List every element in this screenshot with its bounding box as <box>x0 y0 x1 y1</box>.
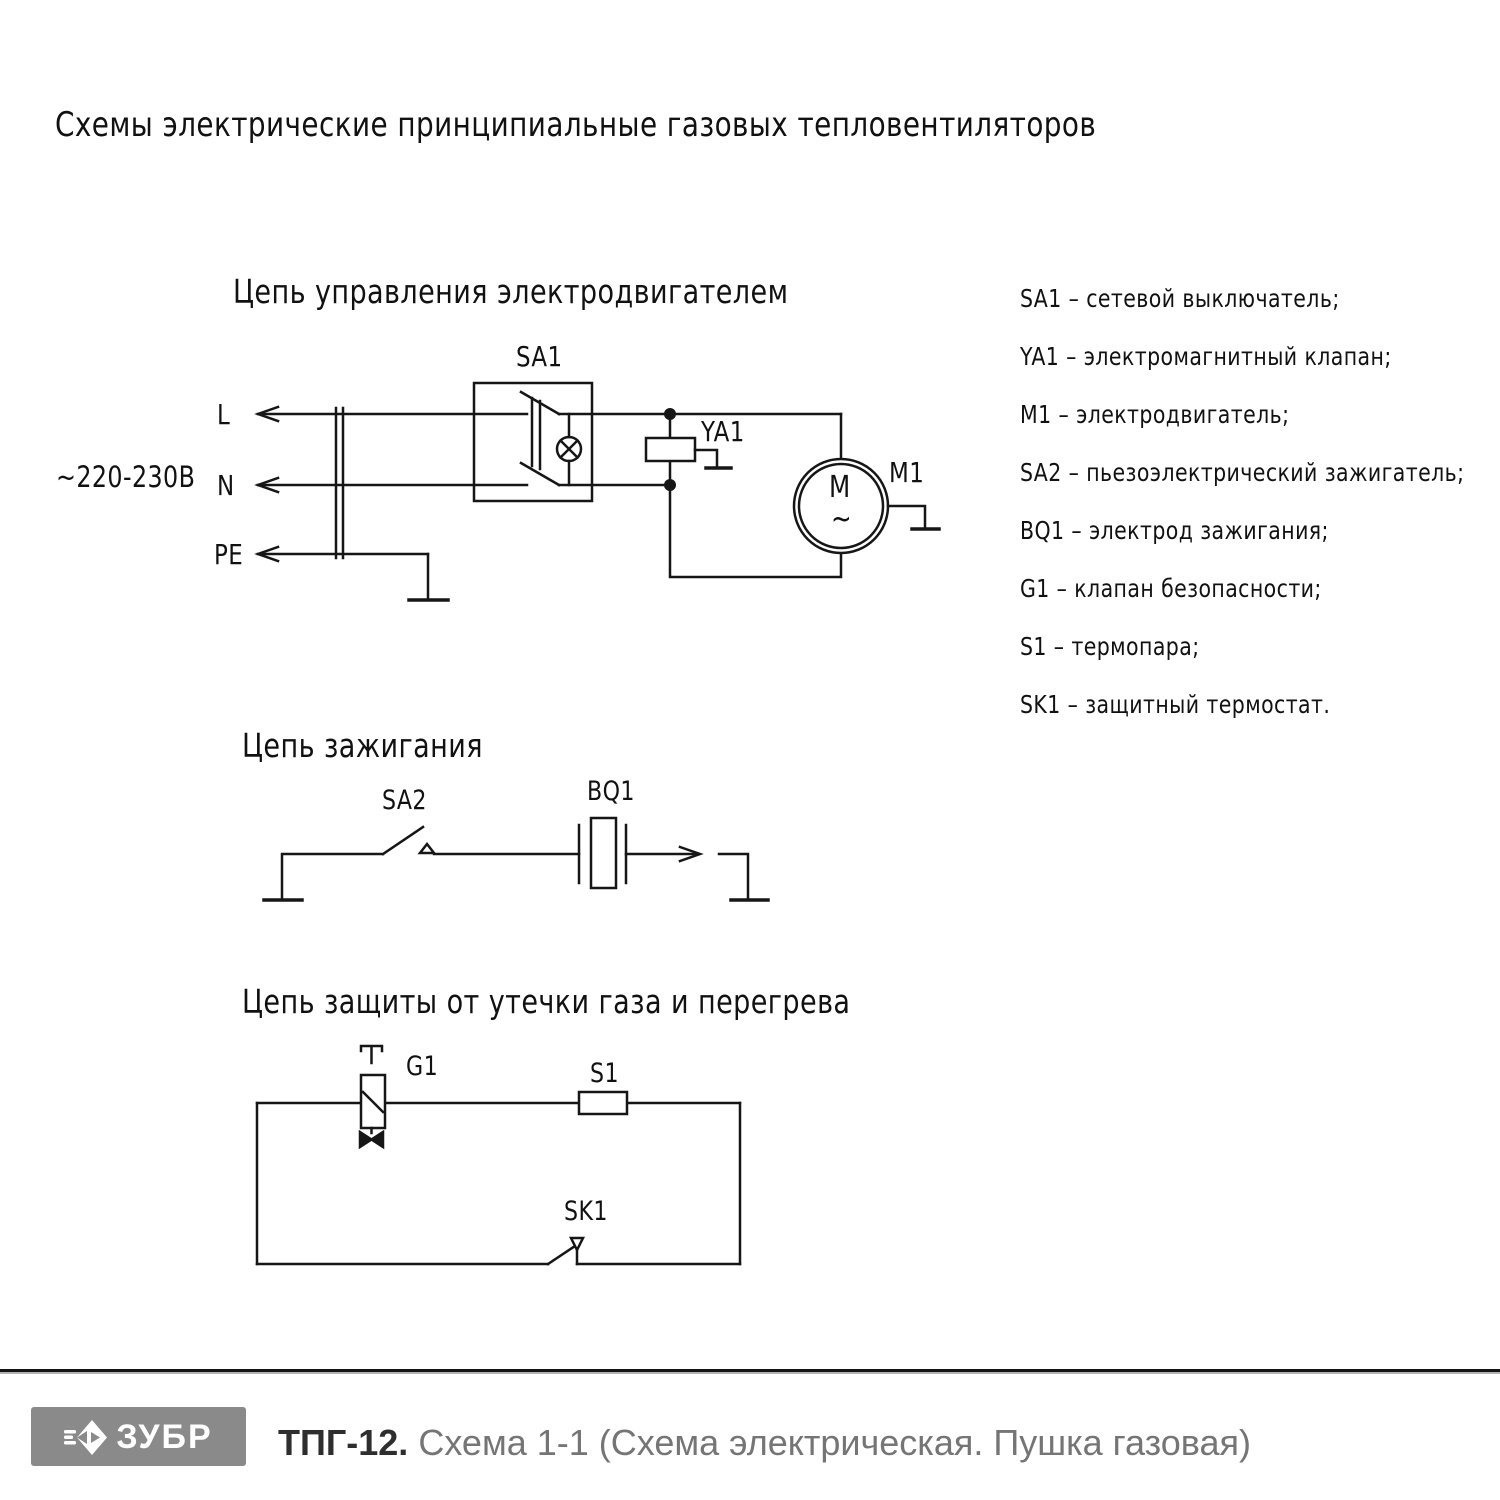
s1-thermocouple <box>579 1092 627 1114</box>
legend-item: SA1 – сетевой выключатель; <box>1020 284 1340 313</box>
bq1-label: BQ1 <box>587 776 635 807</box>
page-title: Схемы электрические принципиальные газовых тепловентиляторов <box>55 105 1097 145</box>
g1-plunger <box>361 1046 382 1063</box>
motor-m-letter: M <box>829 470 851 505</box>
heading-protection-circuit: Цепь защиты от утечки газа и перегрева <box>242 982 851 1021</box>
g1-label: G1 <box>406 1051 439 1082</box>
sa2-label: SA2 <box>382 785 427 816</box>
m1-label: M1 <box>889 456 925 489</box>
ignition-circuit <box>264 818 768 900</box>
sa1-label: SA1 <box>516 340 563 373</box>
terminal-pe-label: PE <box>214 538 244 571</box>
terminal-l-label: L <box>217 398 231 431</box>
junction-dot <box>664 408 676 420</box>
terminal-n-label: N <box>217 469 235 502</box>
legend-item: S1 – термопара; <box>1020 632 1200 661</box>
footer-caption <box>278 1422 1251 1464</box>
sa1-linkage <box>532 398 540 469</box>
ya1-coil <box>646 438 695 461</box>
s1-label: S1 <box>590 1058 619 1089</box>
legend-item: YA1 – электромагнитный клапан; <box>1020 342 1392 371</box>
legend-item: G1 – клапан безопасности; <box>1020 574 1322 603</box>
scheme-caption: Схема 1-1 (Схема электрическая. Пушка газовая) <box>418 1422 1251 1463</box>
bq1-electrode <box>591 818 616 888</box>
heading-motor-circuit: Цепь управления электродвигателем <box>233 272 789 311</box>
model-number: ТПГ-12. <box>278 1422 409 1463</box>
heading-ignition-circuit: Цепь зажигания <box>242 726 483 765</box>
sk1-contact <box>548 1246 575 1264</box>
sa2-contact-tip <box>420 844 434 853</box>
legend-item: SA2 – пьезоэлектрический зажигатель; <box>1020 458 1465 487</box>
zubr-logo <box>31 1407 246 1466</box>
zubr-bison-icon <box>64 1415 108 1459</box>
footer-divider-shadow <box>0 1372 1500 1374</box>
legend-item: SK1 – защитный термостат. <box>1020 690 1331 719</box>
legend <box>1020 286 1500 750</box>
brand-name: ЗУБР <box>116 1417 213 1456</box>
sa2-contact <box>383 827 423 854</box>
sk1-label: SK1 <box>564 1196 608 1227</box>
protection-circuit <box>257 1046 740 1264</box>
connector-bars <box>336 408 343 558</box>
legend-item: M1 – электродвигатель; <box>1020 400 1290 429</box>
ya1-label: YA1 <box>701 415 745 448</box>
motor-ac-wave: ~ <box>831 502 853 537</box>
legend-item: BQ1 – электрод зажигания; <box>1020 516 1329 545</box>
voltage-label: ~220-230В <box>56 460 196 494</box>
g1-valve-icon <box>372 1132 384 1147</box>
